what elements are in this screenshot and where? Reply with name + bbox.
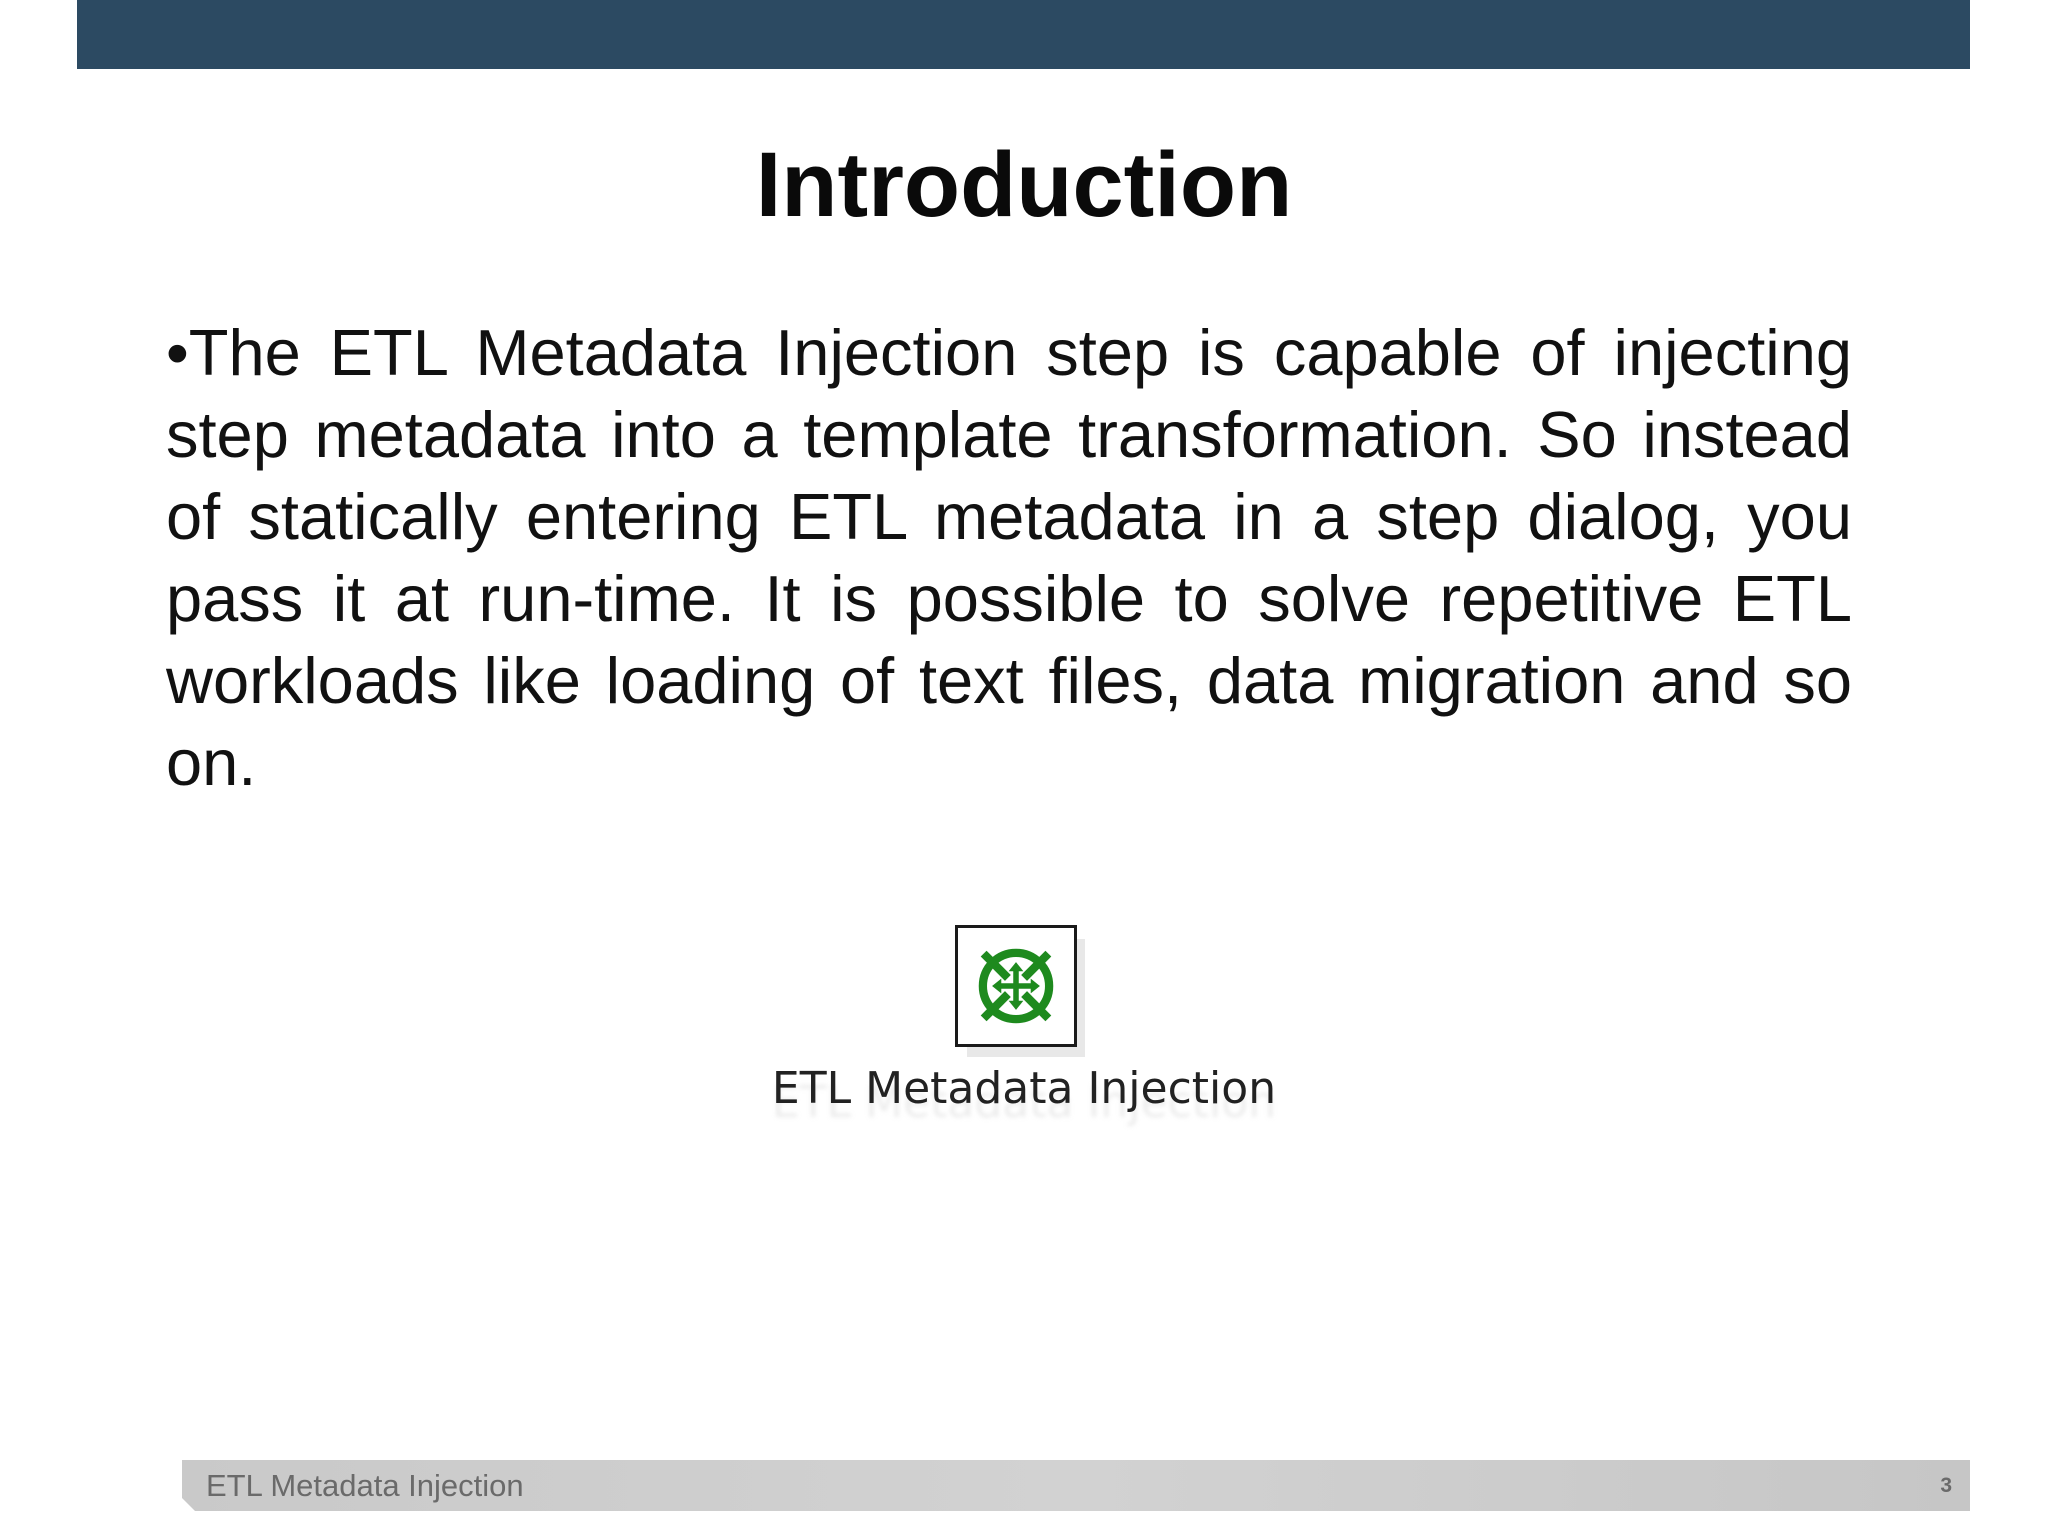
footer-notch [182,1498,195,1511]
metadata-injection-icon [970,940,1062,1032]
metadata-injection-step[interactable] [955,925,1077,1047]
footer-title: ETL Metadata Injection [206,1468,524,1503]
slide-title: Introduction [755,134,1293,236]
slide-body-text: •The ETL Metadata Injection step is capable of injecting step metadata into a template transformation. So instead of statically entering ETL metadata in a step dialog, you pass it at run-time. It is possible to solve repetitive ETL workloads like loading of text files, data migration and so on. [166,316,1852,799]
step-label: ETL Metadata Injection [771,1063,1277,1114]
page-number: 3 [1940,1474,1952,1497]
header-bar [77,0,1970,69]
